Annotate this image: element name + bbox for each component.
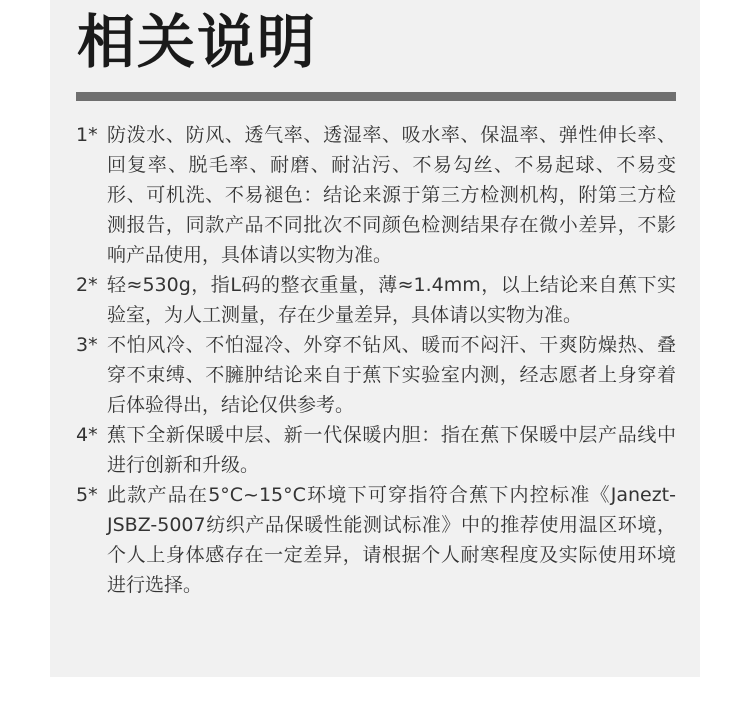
note-text: 防泼水、防风、透气率、透湿率、吸水率、保温率、弹性伸长率、回复率、脱毛率、耐磨、耐沾污、不易勾丝、不易起球、不易变形、可机洗、不易褪色：结论来源于第三方检测机构，附第三方检测报告，同款产品不同批次不同颜色检测结果存在微小差异，不影响产品使用，具体请以实物为准。 [107,124,676,266]
title-divider [76,92,676,101]
note-number: 1* [76,124,98,146]
note-text: 不怕风冷、不怕湿冷、外穿不钻风、暖而不闷汗、干爽防燥热、叠穿不束缚、不臃肿结论来自于蕉下实验室内测，经志愿者上身穿着后体验得出，结论仅供参考。 [107,334,676,416]
note-number: 3* [76,334,98,356]
note-item-3 [76,330,676,420]
note-number: 4* [76,424,98,446]
note-number: 2* [76,274,98,296]
note-item-2 [76,270,676,330]
note-text: 轻≈530g，指L码的整衣重量，薄≈1.4mm，以上结论来自蕉下实验室，为人工测量，存在少量差异，具体请以实物为准。 [107,274,676,326]
note-text: 蕉下全新保暖中层、新一代保暖内胆：指在蕉下保暖中层产品线中进行创新和升级。 [107,424,676,476]
page-title: 相关说明 [77,8,318,76]
notes-list [76,120,676,600]
note-number: 5* [76,484,98,506]
note-item-1 [76,120,676,270]
note-item-4 [76,420,676,480]
note-item-5 [76,480,676,600]
note-text: 此款产品在5°C~15°C环境下可穿指符合蕉下内控标准《Janezt-JSBZ-5007纺织产品保暖性能测试标准》中的推荐使用温区环境，个人上身体感存在一定差异，请根据个人耐寒程度及实际使用环境进行选择。 [107,484,676,596]
